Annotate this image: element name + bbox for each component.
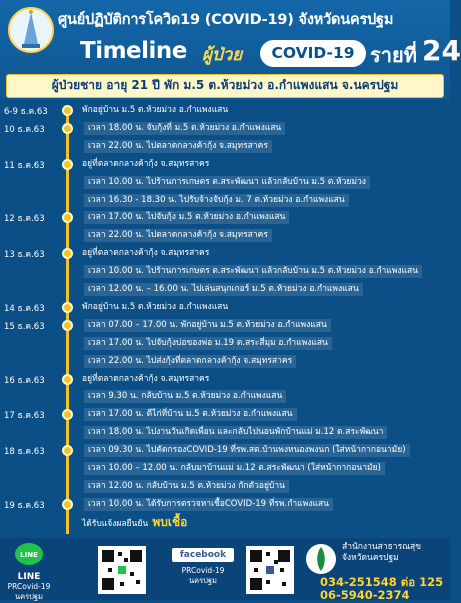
timeline-dot	[62, 159, 73, 170]
entry-text: เวลา 17.00 น. ไปจับกุ้งบ่อของพ่อ ม.19 ต.สระสี่มุม อ.กำแพงแสน	[88, 337, 328, 348]
entry-description	[84, 408, 297, 421]
provincial-seal-icon	[8, 4, 54, 56]
entry-description	[78, 247, 213, 260]
line-sub: นครปฐม	[14, 592, 43, 601]
timeline-entry	[0, 265, 450, 278]
timeline-dot	[62, 445, 73, 456]
entry-description	[78, 373, 213, 386]
timeline-entry	[0, 444, 450, 457]
timeline	[0, 100, 450, 538]
entry-description	[78, 301, 232, 314]
entry-description	[84, 462, 385, 475]
line-contact[interactable]	[4, 542, 54, 601]
line-id: PRCovid-19	[7, 582, 51, 591]
covid-badge: COVID-19	[260, 40, 366, 67]
entry-date: 19 ธ.ค.63	[4, 500, 45, 511]
timeline-dot	[62, 248, 73, 259]
entry-date: 12 ธ.ค.63	[4, 214, 45, 225]
entry-description	[84, 140, 272, 153]
entry-description	[84, 498, 333, 511]
timeline-dot	[62, 105, 73, 116]
case-number: 24	[422, 34, 461, 67]
timeline-entry	[0, 194, 450, 207]
entry-text: พักอยู่บ้าน ม.5 ต.ห้วยม่วง อ.กำแพงแสน	[82, 105, 229, 115]
timeline-entry	[0, 426, 450, 439]
qr-code-icon	[100, 548, 144, 592]
entry-text: เวลา 17.00 น. ไปจับกุ้ง ม.5 ต.ห้วยม่วง อ.กำแพงแสน	[88, 212, 286, 223]
facebook-brand: facebook	[172, 548, 234, 562]
entry-description	[84, 211, 289, 224]
entry-text: อยู่ที่ตลาดกลางค้ากุ้ง จ.สมุทรสาคร	[82, 373, 210, 384]
entry-text: เวลา 18.00 น. จับกุ้งที่ ม.5 ต.ห้วยม่วง อ.กำแพงแสน	[88, 122, 282, 133]
facebook-id: PRCovid-19	[181, 566, 225, 575]
timeline-entry	[0, 355, 450, 368]
timeline-entry	[0, 337, 450, 350]
entry-description	[84, 426, 387, 439]
office-name: สำนักงานสาธารณสุข	[342, 542, 422, 552]
footer	[0, 538, 450, 600]
timeline-dot	[62, 320, 73, 331]
entry-description	[84, 319, 331, 332]
entry-text: อยู่ที่ตลาดกลางค้ากุ้ง จ.สมุทรสาคร	[82, 248, 210, 259]
entry-date: 14 ธ.ค.63	[4, 303, 45, 314]
entry-text: เวลา 22.00 น. ไปตลาดกลางค้ากุ้ง จ.สมุทรสาคร	[88, 140, 268, 151]
facebook-sub: นครปฐม	[188, 576, 217, 585]
entry-text: เวลา 10.00 – 12.00 น. กลับมาบ้านแม่ ม.12 ต.สระพัฒนา (ใส่หน้ากากอนามัย)	[88, 463, 381, 473]
svg-text:LINE: LINE	[20, 551, 38, 559]
timeline-entry	[0, 158, 450, 171]
timeline-dot	[62, 374, 73, 385]
case-label: รายที่	[370, 43, 417, 67]
timeline-entry	[0, 211, 450, 224]
entry-text: เวลา 16.30 - 18.30 น. ไปรับจ้างจับกุ้ง ม. 7 ต.ห้วยม่วง อ.กำแพงแสน	[88, 194, 345, 205]
entry-text: เวลา 22.00 น. ไปส่งกุ้งที่ตลาดกลางค้ากุ้ง จ.สมุทรสาคร	[88, 355, 293, 366]
header	[0, 0, 461, 100]
entry-text: เวลา 18.00 น. ไปงานวันเกิดเพื่อน และกลับไปนอนพักบ้านแม่ ม.12 ต.สระพัฒนา	[88, 427, 384, 438]
office-province: จังหวัดนครปฐม	[342, 553, 399, 563]
line-brand: LINE	[17, 572, 41, 582]
patient-summary-bar: ผู้ป่วยชาย อายุ 21 ปี พัก ม.5 ต.ห้วยม่วง อ.กำแพงแสน จ.นครปฐม	[6, 74, 444, 98]
entry-description	[78, 516, 191, 529]
entry-description	[84, 122, 285, 135]
entry-description	[84, 480, 289, 493]
entry-description	[84, 194, 349, 207]
health-ministry-icon	[304, 542, 338, 576]
timeline-dot	[62, 302, 73, 313]
entry-description	[84, 355, 296, 368]
entry-description	[84, 390, 286, 403]
entry-text: เวลา 10.00 น. ได้รับการตรวจหาเชื้อCOVID-19 ที่รพ.กำแพงแสน	[88, 498, 329, 509]
patient-label: ผู้ป่วย	[202, 45, 243, 65]
entry-text: เวลา 12.00 น. กลับบ้าน ม.5 ต.ห้วยม่วง กักตัวอยู่บ้าน	[88, 480, 285, 491]
entry-description	[84, 283, 363, 296]
entry-date: 6-9 ธ.ค.63	[4, 107, 48, 117]
timeline-entry	[0, 516, 450, 529]
entry-date: 10 ธ.ค.63	[4, 124, 45, 135]
timeline-entry	[0, 390, 450, 403]
phone-primary: 034-251548 ต่อ 125	[320, 575, 444, 589]
entry-description	[78, 104, 232, 117]
timeline-entry	[0, 122, 450, 135]
entry-date: 11 ธ.ค.63	[4, 160, 45, 171]
title-row	[80, 34, 461, 70]
timeline-entry	[0, 283, 450, 296]
phone-secondary: 06-5940-2374	[320, 588, 410, 602]
timeline-entry	[0, 229, 450, 242]
timeline-dot	[62, 212, 73, 223]
timeline-entry	[0, 480, 450, 493]
timeline-entry	[0, 104, 450, 117]
timeline-entry	[0, 408, 450, 421]
entry-text: ได้รับแจ้งผลยืนยัน	[82, 518, 149, 529]
entry-description	[84, 176, 370, 189]
timeline-dot	[62, 409, 73, 420]
timeline-entry	[0, 176, 450, 189]
entry-text: เวลา 10.00 น. ไปร้านการเกษตร ต.สระพัฒนา แล้วกลับบ้าน ม.5 ต.ห้วยม่วง	[88, 176, 366, 187]
timeline-entry	[0, 498, 450, 511]
entry-text: เวลา 10.00 น. ไปร้านการเกษตร ต.สระพัฒนา แล้วกลับบ้าน ม.5 ต.ห้วยม่วง อ.กำแพงแสน	[88, 266, 419, 277]
timeline-dot	[62, 499, 73, 510]
entry-text: เวลา 09.30 น. ไปคัดกรองCOVID-19 ที่รพ.สต.บ้านพงหนองพงนก (ใส่หน้ากากอนามัย)	[88, 445, 406, 456]
entry-text: พักอยู่บ้าน ม.5 ต.ห้วยม่วง อ.กำแพงแสน	[82, 301, 229, 312]
entry-date: 18 ธ.ค.63	[4, 447, 45, 458]
page-title: ศูนย์ปฏิบัติการโควิด19 (COVID-19) จังหวัดนครปฐม	[58, 12, 394, 28]
entry-description	[84, 337, 332, 350]
entry-description	[84, 444, 410, 457]
line-icon	[14, 542, 44, 568]
line-qr-code[interactable]	[98, 546, 146, 594]
timeline-entry	[0, 301, 450, 314]
entry-date: 13 ธ.ค.63	[4, 250, 45, 261]
entry-date: 17 ธ.ค.63	[4, 411, 45, 422]
timeline-entry	[0, 247, 450, 260]
entry-description	[84, 229, 272, 242]
facebook-qr-code[interactable]	[246, 546, 294, 594]
facebook-contact[interactable]	[172, 542, 234, 598]
health-office-contact	[300, 542, 446, 602]
qr-code-icon	[248, 548, 292, 592]
entry-text: เวลา 22.00 น. ไปตลาดกลางค้ากุ้ง จ.สมุทรสาคร	[88, 230, 268, 241]
entry-text: เวลา 12.00 น. – 16.00 น. ไปเล่นสนุกเกอร์ ม.5 ต.ห้วยม่วง อ.กำแพงแสน	[88, 284, 359, 294]
timeline-heading: Timeline	[80, 38, 187, 64]
timeline-entry	[0, 140, 450, 153]
entry-date: 16 ธ.ค.63	[4, 375, 45, 386]
entry-text: อยู่ที่ตลาดกลางค้ากุ้ง จ.สมุทรสาคร	[82, 158, 210, 169]
timeline-entry	[0, 373, 450, 386]
entry-date: 15 ธ.ค.63	[4, 321, 45, 332]
entry-description	[78, 158, 213, 171]
entry-text: เวลา 07.00 – 17.00 น. พักอยู่บ้าน ม.5 ต.ห้วยม่วง อ.กำแพงแสน	[88, 319, 327, 330]
timeline-entry	[0, 462, 450, 475]
timeline-dot	[62, 123, 73, 134]
entry-text: เวลา 17.00 น. ตีไก่ที่บ้าน ม.5 ต.ห้วยม่วง อ.กำแพงแสน	[88, 409, 293, 420]
entry-description	[84, 265, 422, 278]
result-found-label: พบเชื้อ	[148, 514, 188, 529]
entry-text: เวลา 9.30 น. กลับบ้าน ม.5 ต.ห้วยม่วง อ.กำแพงแสน	[88, 391, 283, 402]
timeline-entry	[0, 319, 450, 332]
